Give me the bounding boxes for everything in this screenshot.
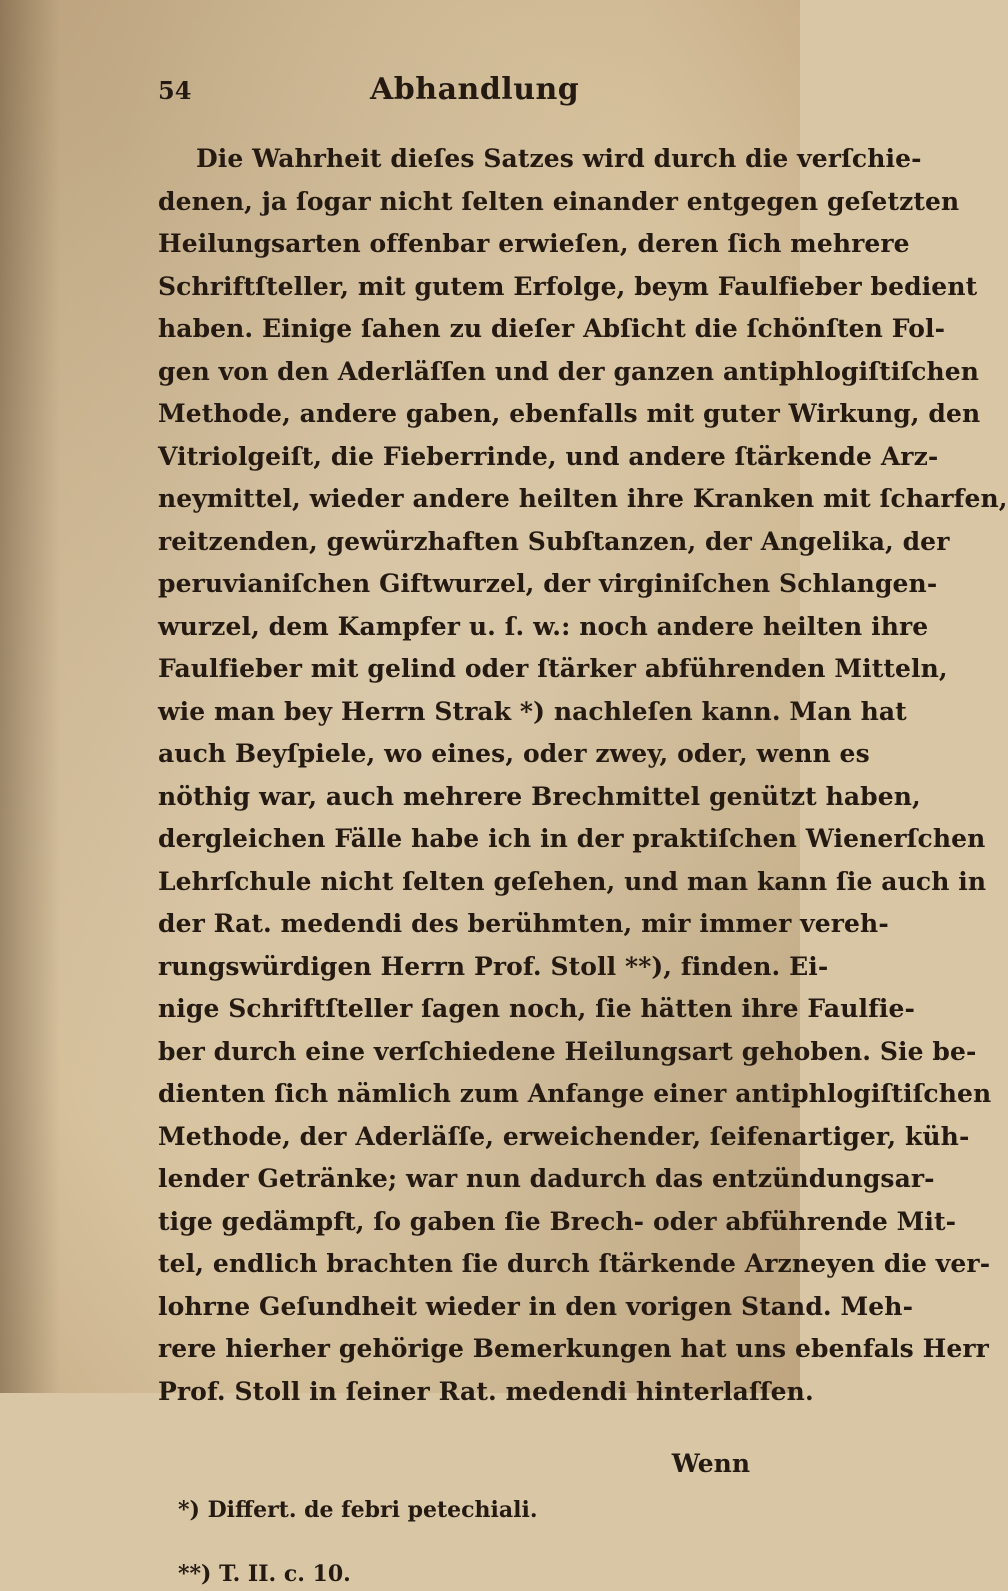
- text-line: wurzel, dem Kampfer u. ſ. w.: noch andere heilten ihre: [158, 611, 929, 641]
- text-line: dergleichen Fälle habe ich in der praktiſchen Wienerſchen: [158, 824, 986, 853]
- text-line: Die Wahrheit dieſes Satzes wird durch die verſchie-: [196, 144, 922, 173]
- text-line: Schriftſteller, mit gutem Erfolge, beym Faulfieber bedient: [158, 271, 978, 301]
- text-line: Heilungsarten offenbar erwieſen, deren ſich mehrere: [158, 229, 910, 258]
- text-line: gen von den Aderläſſen und der ganzen antiphlogiſtiſchen: [158, 356, 980, 386]
- text-line: peruvianiſchen Giftwurzel, der virginiſchen Schlangen-: [158, 569, 938, 598]
- text-line: auch Beyſpiele, wo eines, oder zwey, oder, wenn es: [158, 739, 870, 768]
- text-line: Lehrſchule nicht ſelten geſehen, und man kann ſie auch in: [158, 866, 987, 896]
- text-line: haben. Einige ſahen zu dieſer Abſicht die ſchönſten Fol-: [158, 314, 946, 343]
- text-line: nöthig war, auch mehrere Brechmittel genützt haben,: [158, 781, 921, 811]
- text-line: ber durch eine verſchiedene Heilungsart gehoben. Sie be-: [158, 1036, 977, 1066]
- body-text: [158, 138, 1008, 1413]
- text-line: dienten ſich nämlich zum Anfange einer antiphlogiſtiſchen: [158, 1079, 992, 1108]
- text-line: nige Schriftſteller ſagen noch, ſie hätten ihre Faulfie-: [158, 994, 916, 1023]
- text-line: Methode, andere gaben, ebenfalls mit guter Wirkung, den: [158, 399, 981, 428]
- text-line: reitzenden, gewürzhaften Subſtanzen, der Angelika, der: [158, 526, 950, 556]
- footnote: *) Differt. de febri petechiali.: [178, 1497, 538, 1523]
- text-line: tel, endlich brachten ſie durch ſtärkende Arzneyen die ver-: [158, 1249, 991, 1278]
- text-line: lender Getränke; war nun dadurch das entzündungsar-: [158, 1164, 935, 1193]
- text-line: neymittel, wieder andere heilten ihre Kranken mit ſcharfen,: [158, 484, 1008, 513]
- text-line: rungswürdigen Herrn Prof. Stoll **), finden. Ei-: [158, 951, 829, 981]
- page-gutter-shadow: [0, 0, 60, 1393]
- text-line: Vitriolgeiſt, die Fieberrinde, und andere ſtärkende Arz-: [158, 441, 939, 471]
- text-line: wie man bey Herrn Strak *) nachleſen kann. Man hat: [158, 696, 907, 726]
- footnote: **) T. II. c. 10.: [178, 1561, 351, 1587]
- text-line: der Rat. medendi des berühmten, mir immer vereh-: [158, 909, 889, 938]
- text-line: Methode, der Aderläſſe, erweichender, ſeifenartiger, küh-: [158, 1121, 970, 1151]
- catchword: Wenn: [671, 1449, 750, 1478]
- text-line: lohrne Geſundheit wieder in den vorigen Stand. Meh-: [158, 1291, 914, 1321]
- text-line: Prof. Stoll in ſeiner Rat. medendi hinterlaſſen.: [158, 1376, 814, 1406]
- text-line: tige gedämpft, ſo gaben ſie Brech- oder abführende Mit-: [158, 1206, 957, 1236]
- page-number: 54: [158, 76, 192, 105]
- text-line: denen, ja ſogar nicht ſelten einander entgegen geſetzten: [158, 186, 960, 216]
- running-title: Abhandlung: [370, 72, 580, 107]
- text-line: rere hierher gehörige Bemerkungen hat uns ebenfals Herr: [158, 1334, 989, 1363]
- text-line: Faulfieber mit gelind oder ſtärker abführenden Mitteln,: [158, 654, 948, 683]
- page-header: [158, 70, 740, 110]
